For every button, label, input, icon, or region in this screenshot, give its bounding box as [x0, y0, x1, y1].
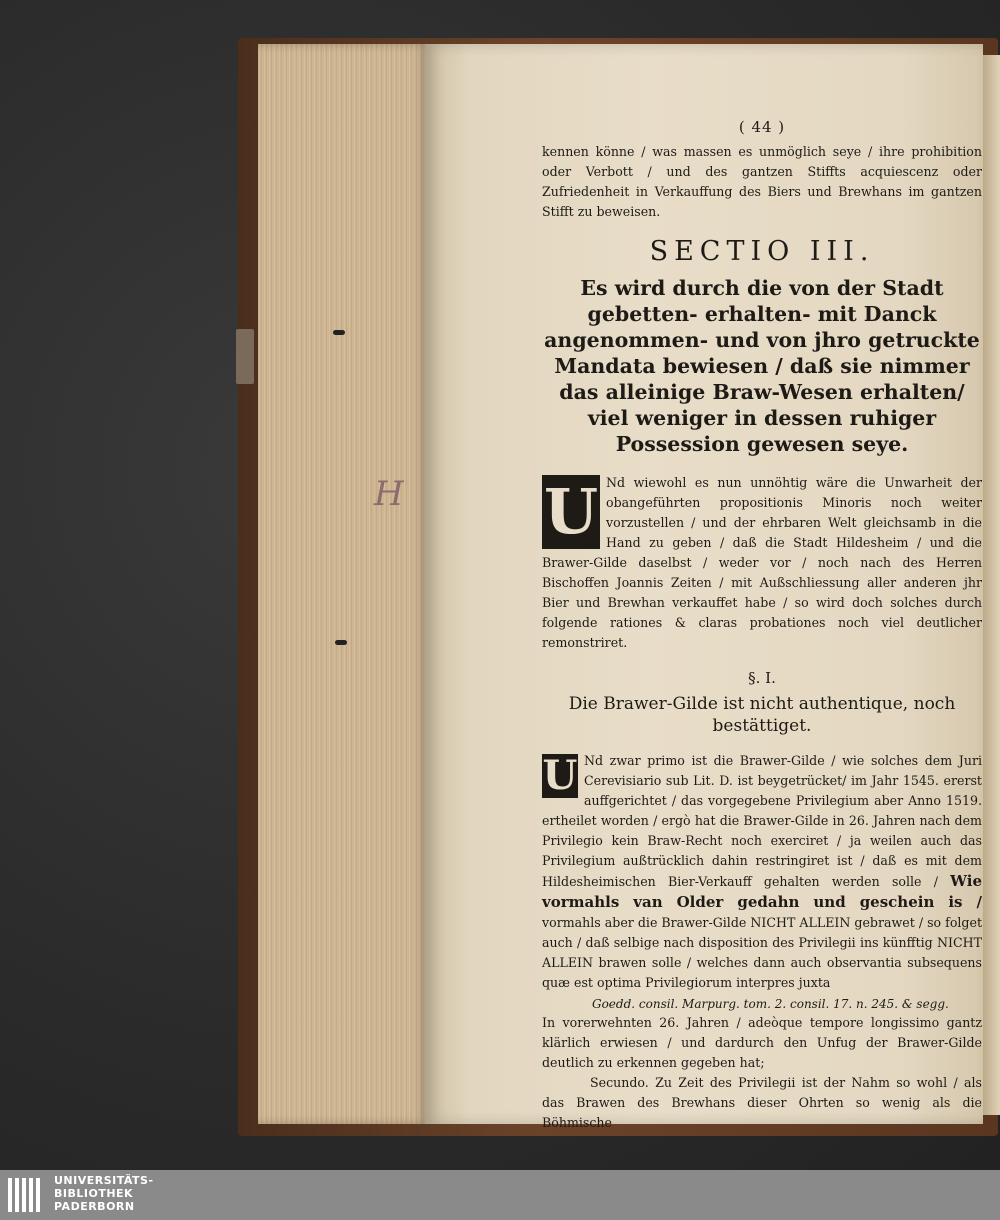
citation: Goedd. consil. Marpurg. tom. 2. consil. 17. n. 245. & segg.: [592, 997, 949, 1011]
spot-mark: [335, 640, 347, 645]
section-heading: Es wird durch die von der Stadt gebetten- erhalten- mit Danck angenommen- und von jhro getruckte Mandata bewiesen / daß sie nimmer das alleinige Braw-Wesen erhalten/ viel weniger in dessen ruhiger Possession gewesen seye.: [544, 276, 980, 456]
drop-cap: U: [542, 752, 578, 799]
paragraph-3: In vorerwehnten 26. Jahren / adeòque tempore longissimo gantz klärlich erwiesen / und dardurch den Unfug der Brawer-Gilde deutlich zu erkennen gegeben hat;: [542, 1015, 982, 1070]
quoted-line: Wie vormahls van Older gedahn und geschein is /: [542, 872, 982, 911]
paragraph-4: Secundo. Zu Zeit des Privilegii ist der Nahm so wohl / als das Brawen des Brewhans dieser Ohrten so wenig als die Böhmische: [542, 1075, 982, 1130]
library-logo-icon: [8, 1178, 46, 1212]
page-edges: [258, 44, 428, 1124]
intro-paragraph: kennen könne / was massen es unmöglich seye / ihre prohibition oder Verbott / und des gantzen Stiffts acquiescenz oder Zufriedenheit in Verkauffung des Biers und Brewhans im gantzen Stifft zu beweisen.: [542, 144, 982, 219]
paragraph-2-text: Nd zwar primo ist die Brawer-Gilde / wie solches dem Juri Cerevisiario sub Lit. D. ist beygetrücket/ im Jahr 1545. ererst auffgerichtet / das vorgegebene Privilegium aber Anno 1519. ertheilet worden / ergò hat die Brawer-Gilde in 26. Jahren nach dem Privilegio kein Braw-Recht noch exerciret / ja weilen auch das Privilegium außtrücklich dahin restringiret ist / daß es mit dem Hildesheimischen Bier-Verkauff gehalten werden solle /: [542, 753, 982, 889]
paragraph-2: [542, 751, 982, 993]
page-text: [542, 118, 982, 1133]
sub-heading: Die Brawer-Gilde ist nicht authentique, noch bestättiget.: [568, 694, 956, 736]
library-logo[interactable]: UNIVERSITÄTS- BIBLIOTHEK PADERBORN: [54, 1174, 154, 1213]
margin-note: H: [374, 474, 404, 514]
next-page-edge: [983, 55, 1000, 1115]
page-number: ( 44 ): [738, 118, 786, 136]
paragraph-1-text: Nd wiewohl es nun unnöhtig wäre die Unwarheit der obangeführten propositionis Minoris noch weiter vorzustellen / und der ehrbaren Welt gleichsamb in die Hand zu geben / daß die Stadt Hildesheim / und die Brawer-Gilde daselbst / weder vor / noch nach des Herren Bischoffen Joannis Zeiten / mit Außschliessung aller anderen jhr Bier und Brewhan verkauffet habe / so wird doch solches durch folgende rationes & claras probationes noch viel deutlicher remonstriret.: [542, 475, 982, 650]
drop-cap: U: [543, 475, 599, 548]
spot-mark: [333, 330, 345, 335]
book-clasp: [236, 329, 254, 384]
section-title: SECTIO III.: [649, 236, 875, 267]
paragraph-1: [542, 473, 982, 653]
paragraph-2-continued: vormahls aber die Brawer-Gilde NICHT ALLEIN gebrawet / so folget auch / daß selbige nach disposition des Privilegii ins künfftig NICHT ALLEIN brawen solle / welches dann auch observantia subsequens quæ est optima Privilegiorum interpres juxta: [542, 915, 982, 990]
paragraph-mark: §. I.: [748, 669, 776, 687]
footer-bar: [0, 1170, 1000, 1220]
